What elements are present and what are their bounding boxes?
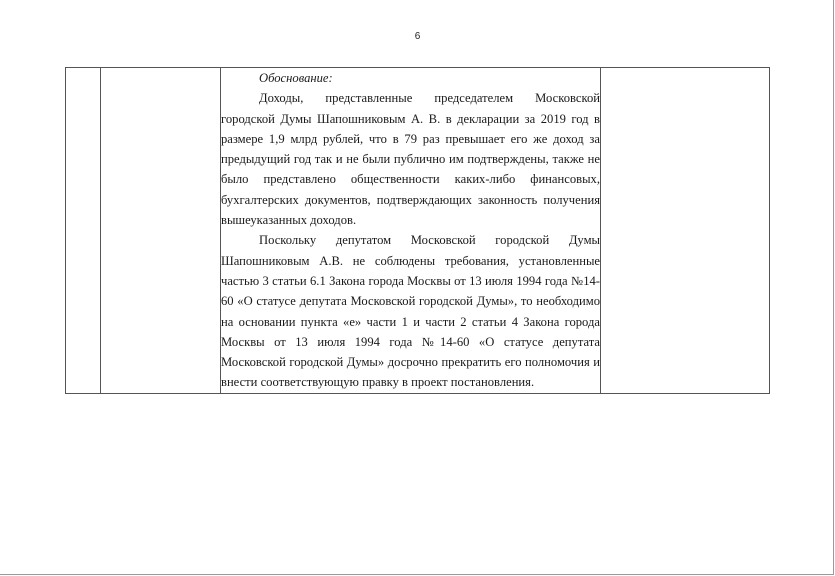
table-cell-reference — [101, 68, 221, 394]
page-number: 6 — [414, 31, 421, 42]
table-cell-number — [66, 68, 101, 394]
table-cell-justification — [221, 68, 601, 394]
justification-paragraph-2: Поскольку депутатом Московской городской Думы Шапошниковым А.В. не соблюдены требования, установленные частью 3 статьи 6.1 Закона города Москвы от 13 июля 1994 года №14-60 «О статусе депутата Московской городской Думы», то необходимо на основании пункта «е» части 1 и части 2 статьи 4 Закона города Москвы от 13 июля 1994 года №14-60 «О статусе депутата Московской городской Думы» досрочно прекратить его полномочия и внести соответствующую правку в проект постановления. — [221, 233, 600, 390]
table-cell-notes — [601, 68, 770, 394]
amendments-table — [65, 67, 770, 394]
justification-heading: Обоснование: — [259, 71, 333, 85]
justification-paragraph-1: Доходы, представленные председателем Московской городской Думы Шапошниковым А. В. в декларации за 2019 год в размере 1,9 млрд рублей, что в 79 раз превышает его же доход за предыдущий год так и не были публично им подтверждены, также не было представлено общественности каких-либо финансовых, бухгалтерских документов, подтверждающих законность получения вышеуказанных доходов. — [221, 91, 600, 228]
table-row — [66, 68, 770, 394]
